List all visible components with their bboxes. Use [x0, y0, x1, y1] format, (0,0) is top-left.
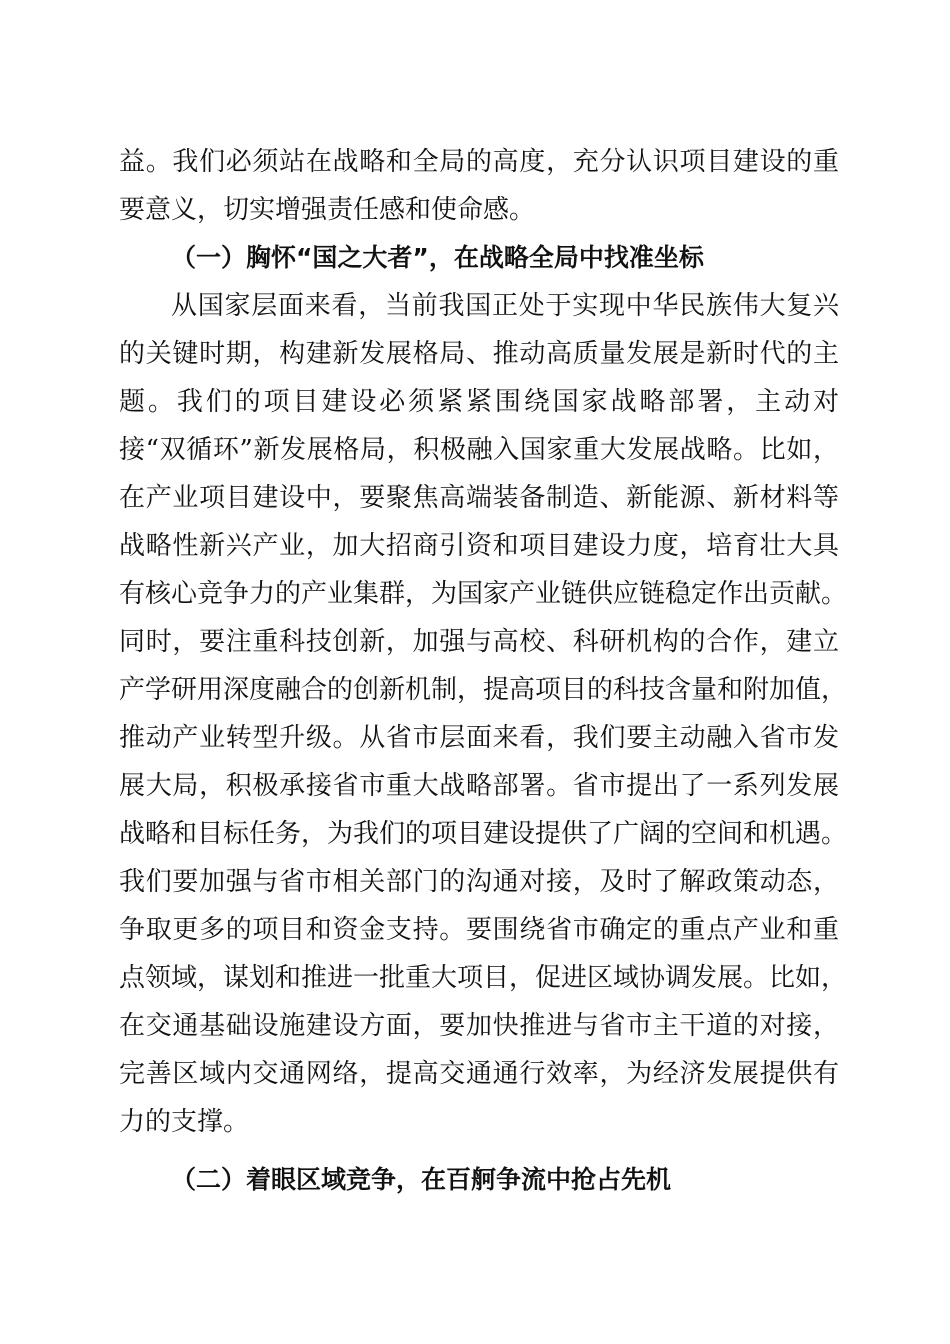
paragraph-line: 接“双循环”新发展格局，积极融入国家重大发展战略。比如， — [119, 435, 839, 465]
paragraph-line: 从国家层面来看，当前我国正处于实现中华民族伟大复兴 — [171, 291, 839, 321]
paragraph-line: 争取更多的项目和资金支持。要围绕省市确定的重点产业和重 — [119, 915, 839, 945]
paragraph-line: 力的支撑。 — [119, 1107, 250, 1137]
paragraph-line: 我们要加强与省市相关部门的沟通对接，及时了解政策动态， — [119, 867, 839, 897]
paragraph-line: 产学研用深度融合的创新机制，提高项目的科技含量和附加值， — [119, 675, 848, 705]
paragraph-line: 战略和目标任务，为我们的项目建设提供了广阔的空间和机遇。 — [119, 819, 848, 849]
paragraph-line: 在产业项目建设中，要聚焦高端装备制造、新能源、新材料等 — [119, 483, 839, 513]
paragraph-line: 要意义，切实增强责任感和使命感。 — [119, 195, 536, 225]
paragraph-line: 益。我们必须站在战略和全局的高度，充分认识项目建设的重 — [119, 147, 839, 177]
paragraph-line: 有核心竞争力的产业集群，为国家产业链供应链稳定作出贡献。 — [119, 579, 848, 609]
section-heading-2: （二）着眼区域竞争，在百舸争流中抢占先机 — [171, 1165, 672, 1194]
paragraph-line: 完善区域内交通网络，提高交通通行效率，为经济发展提供有 — [119, 1059, 839, 1089]
paragraph-line: 题。我们的项目建设必须紧紧围绕国家战略部署，主动对 — [119, 387, 839, 417]
paragraph-line: 点领域，谋划和推进一批重大项目，促进区域协调发展。比如， — [119, 963, 848, 993]
paragraph-line: 同时，要注重科技创新，加强与高校、科研机构的合作，建立 — [119, 627, 839, 657]
paragraph-line: 推动产业转型升级。从省市层面来看，我们要主动融入省市发 — [119, 723, 839, 753]
paragraph-line: 战略性新兴产业，加大招商引资和项目建设力度，培育壮大具 — [119, 531, 839, 561]
section-heading-1: （一）胸怀“国之大者”，在战略全局中找准坐标 — [171, 243, 704, 272]
paragraph-line: 的关键时期，构建新发展格局、推动高质量发展是新时代的主 — [119, 339, 839, 369]
paragraph-line: 展大局，积极承接省市重大战略部署。省市提出了一系列发展 — [119, 771, 839, 801]
paragraph-line: 在交通基础设施建设方面，要加快推进与省市主干道的对接， — [119, 1011, 839, 1041]
